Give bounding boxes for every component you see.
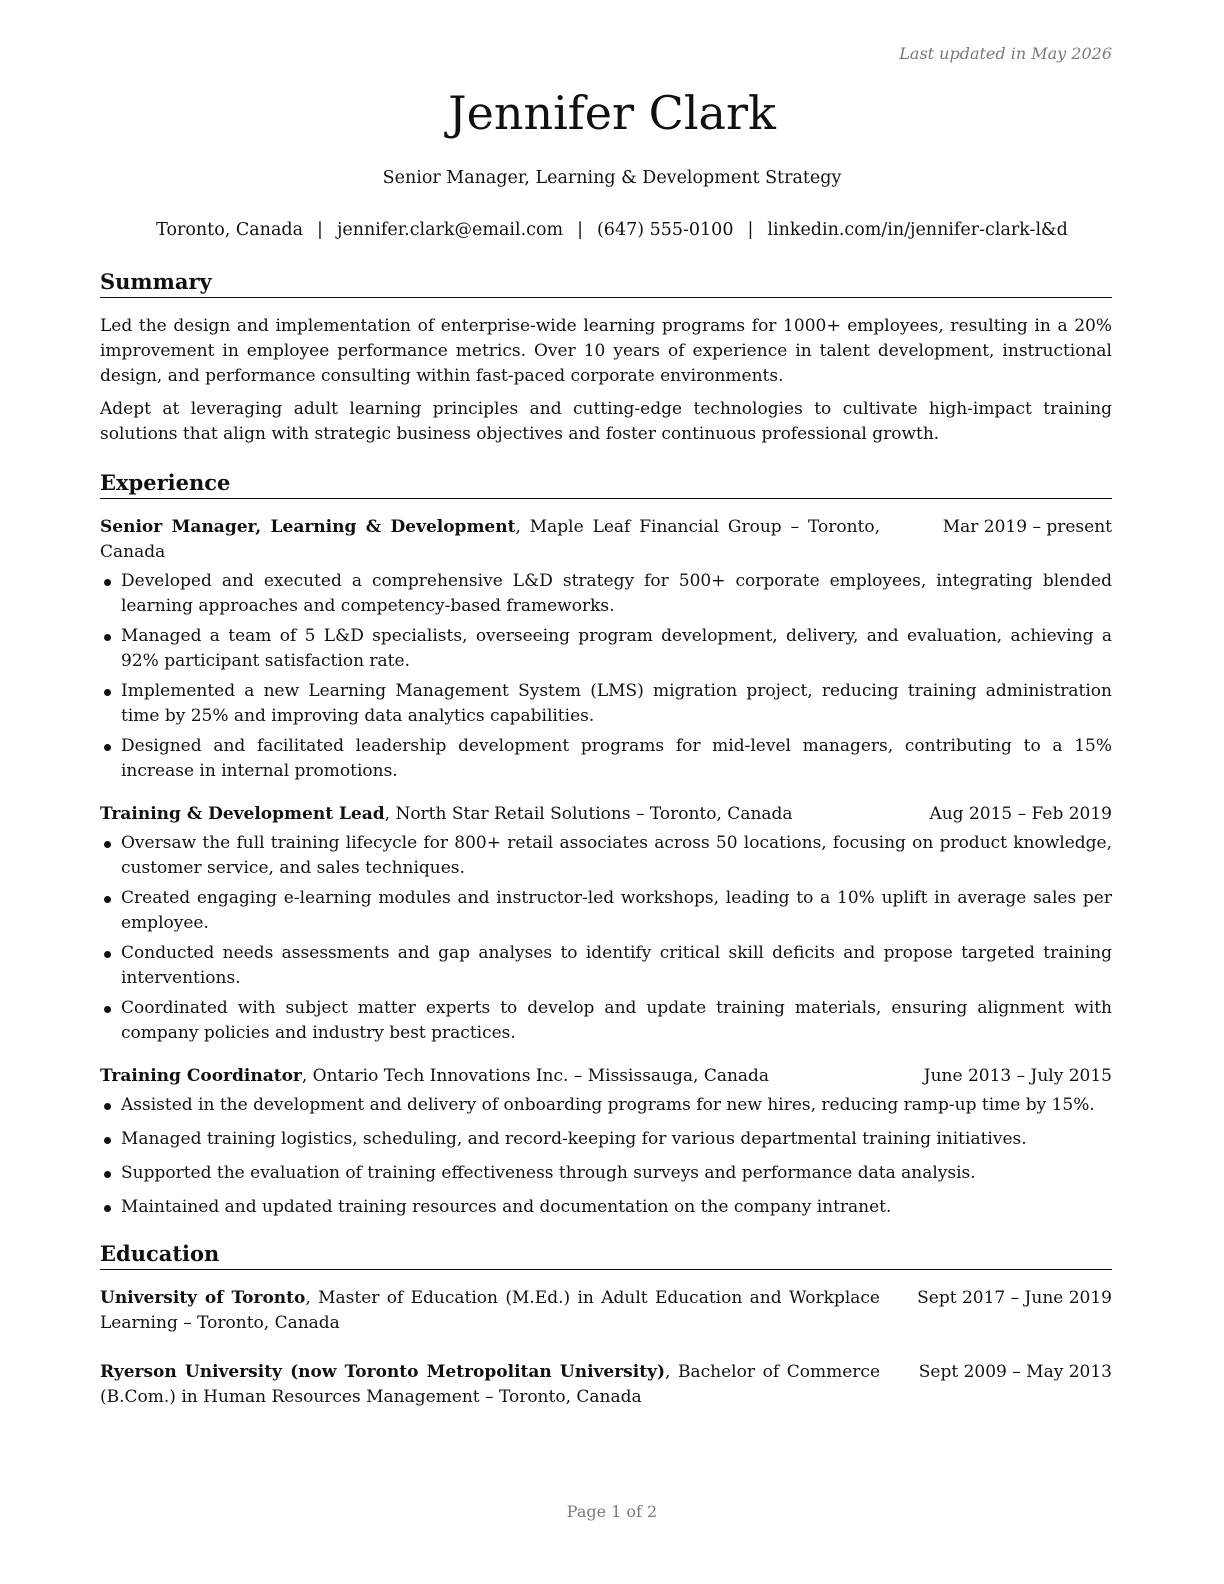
contact-email[interactable]: jennifer.clark@email.com: [336, 220, 564, 240]
job-dates: Aug 2015 – Feb 2019: [929, 804, 1112, 824]
education-header: [100, 1286, 1112, 1336]
education-title: Education: [100, 1240, 1112, 1270]
education-title-line: [100, 1286, 880, 1336]
candidate-name: Jennifer Clark: [448, 86, 776, 140]
job-bullet: Conducted needs assessments and gap analyses to identify critical skill deficits and propose targeted training interventions.: [100, 941, 1112, 991]
job-bullet: Maintained and updated training resources and documentation on the company intranet.: [100, 1195, 1112, 1220]
candidate-headline: Senior Manager, Learning & Development Strategy: [382, 168, 842, 188]
contact-location: Toronto, Canada: [156, 220, 304, 240]
job-bullet: Managed a team of 5 L&D specialists, overseeing program development, delivery, and evaluation, achieving a 92% participant satisfaction rate.: [100, 624, 1112, 674]
summary-paragraph: Adept at leveraging adult learning principles and cutting-edge technologies to cultivate high-impact training solutions that align with strategic business objectives and foster continuous professional growth.: [100, 399, 1112, 444]
education-section: [100, 1240, 1112, 1410]
job-title-line: [100, 515, 880, 565]
education-entry: [100, 1286, 1112, 1336]
job-dates: June 2013 – July 2015: [923, 1066, 1112, 1086]
experience-section: [100, 469, 1112, 1220]
job-header: [100, 515, 1112, 565]
job-org: , Maple Leaf Financial Group – Toronto, Canada: [100, 517, 880, 562]
contact-line: [0, 220, 1224, 240]
summary-title: Summary: [100, 268, 1112, 298]
job-dates: Mar 2019 – present: [942, 517, 1112, 537]
job-bullet: Oversaw the full training lifecycle for 800+ retail associates across 50 locations, focusing on product knowledge, customer service, and sales techniques.: [100, 831, 1112, 881]
job-bullet: Managed training logistics, scheduling, and record-keeping for various departmental training initiatives.: [100, 1127, 1112, 1152]
education-degree: , Master of Education (M.Ed.) in Adult Education and Workplace Learning – Toronto, Canada: [100, 1288, 880, 1333]
job-title-line: [100, 802, 880, 827]
job-bullet: Created engaging e-learning modules and instructor-led workshops, leading to a 10% uplift in average sales per employee.: [100, 886, 1112, 936]
job-header: [100, 802, 1112, 827]
job-bullet: Implemented a new Learning Management System (LMS) migration project, reducing training administration time by 25% and improving data analytics capabilities.: [100, 679, 1112, 729]
job-entry: [100, 802, 1112, 1046]
contact-phone: (647) 555-0100: [596, 220, 734, 240]
contact-linkedin[interactable]: linkedin.com/in/jennifer-clark-l&d: [767, 220, 1068, 240]
job-bullet: Supported the evaluation of training effectiveness through surveys and performance data analysis.: [100, 1161, 1112, 1186]
resume-body: [100, 268, 1112, 1410]
contact-separator: |: [577, 220, 583, 240]
contact-separator: |: [317, 220, 323, 240]
education-header: [100, 1360, 1112, 1410]
contact-separator: |: [747, 220, 754, 240]
education-dates: Sept 2009 – May 2013: [918, 1362, 1112, 1382]
education-school: Ryerson University (now Toronto Metropolitan University): [100, 1362, 665, 1382]
job-bullets: [100, 831, 1112, 1046]
job-bullet: Designed and facilitated leadership development programs for mid-level managers, contributing to a 15% increase in internal promotions.: [100, 734, 1112, 784]
summary-paragraph: Led the design and implementation of enterprise-wide learning programs for 1000+ employees, resulting in a 20% improvement in employee performance metrics. Over 10 years of experience in talent development, instructional design, and performance consulting within fast-paced corporate environments.: [100, 316, 1112, 386]
education-degree: , Bachelor of Commerce (B.Com.) in Human Resources Management – Toronto, Canada: [100, 1362, 880, 1407]
education-dates: Sept 2017 – June 2019: [917, 1288, 1112, 1308]
job-bullets: [100, 1093, 1112, 1220]
summary-section: [100, 268, 1112, 447]
education-entry: [100, 1360, 1112, 1410]
job-entry: [100, 515, 1112, 784]
job-role: Senior Manager, Learning & Development: [100, 517, 516, 537]
job-bullet: Coordinated with subject matter experts to develop and update training materials, ensuring alignment with company policies and industry best practices.: [100, 996, 1112, 1046]
job-title-line: [100, 1064, 880, 1089]
last-updated-note: Last updated in May 2026: [899, 44, 1112, 63]
job-bullets: [100, 569, 1112, 784]
page-number: Page 1 of 2: [566, 1502, 658, 1521]
job-role: Training Coordinator: [100, 1066, 302, 1086]
job-org: , Ontario Tech Innovations Inc. – Mississauga, Canada: [301, 1066, 770, 1086]
job-entry: [100, 1064, 1112, 1220]
job-bullet: Developed and executed a comprehensive L&D strategy for 500+ corporate employees, integrating blended learning approaches and competency-based frameworks.: [100, 569, 1112, 619]
job-role: Training & Development Lead: [100, 804, 385, 824]
job-org: , North Star Retail Solutions – Toronto, Canada: [384, 804, 793, 824]
job-bullet: Assisted in the development and delivery of onboarding programs for new hires, reducing ramp-up time by 15%.: [100, 1093, 1112, 1118]
education-school: University of Toronto: [100, 1288, 306, 1308]
job-header: [100, 1064, 1112, 1089]
experience-title: Experience: [100, 469, 1112, 499]
education-title-line: [100, 1360, 880, 1410]
